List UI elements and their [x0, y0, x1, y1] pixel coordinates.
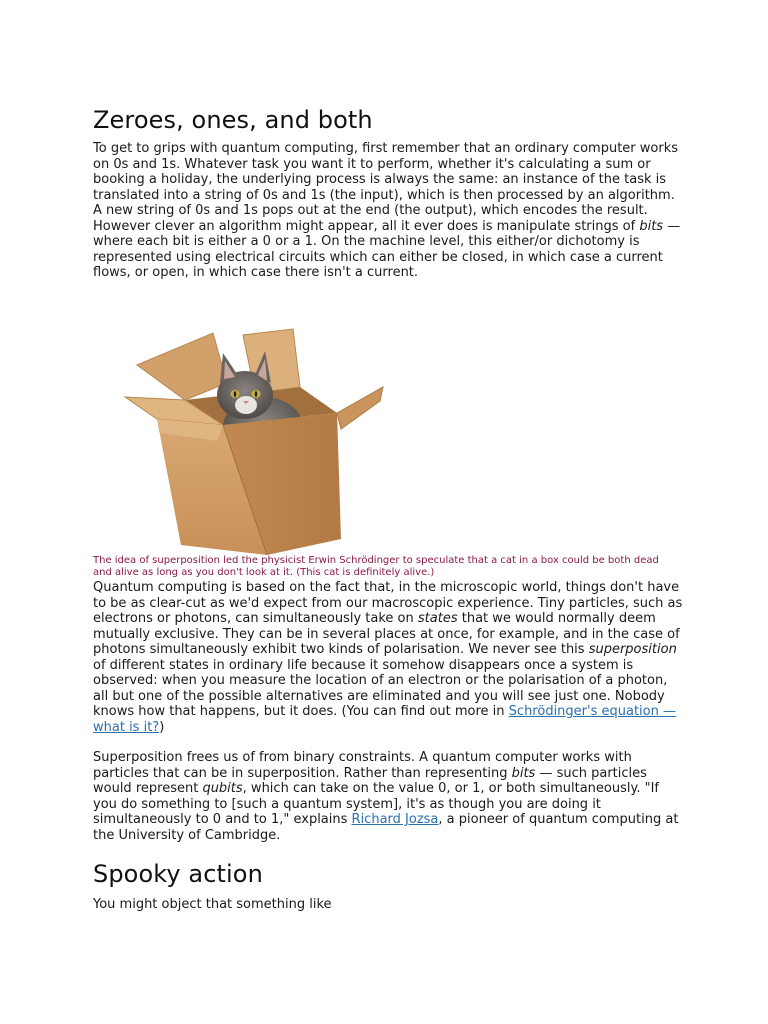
text-span: of different states in ordinary life because it somehow disappears once a system is observed: when you measure the location of an electron or the polarisation of a photon, all but one of the possible alternatives are eliminated and you will see just one. Nobody knows how that happens, but it does. (You can find out more in [93, 657, 668, 719]
schrodinger-equation-link[interactable]: Schrödinger's equation — what is it? [93, 704, 676, 735]
text-span: — where each bit is either a 0 or a 1. On the machine level, this either/or dichotomy is represented using electrical circuits which can either be closed, in which case a current flows, or open, in which case there isn't a current. [93, 218, 681, 280]
text-span: that we would normally deem mutually exclusive. They can be in several places at once, for example, and in the case of photons simultaneously exhibit two kinds of polarisation. We never see this [93, 611, 680, 657]
text-span: Superposition frees us of from binary constraints. A quantum computer works with particles that can be in superposition. Rather than representing [93, 750, 632, 781]
emphasis-qubits: qubits [202, 781, 243, 796]
paragraph-intro [93, 141, 683, 281]
emphasis-states: states [417, 611, 458, 626]
section-heading-zeroes: Zeroes, ones, and both [93, 106, 373, 134]
figure-caption: The idea of superposition led the physicist Erwin Schrödinger to speculate that a cat in a box could be both dead and alive as long as you don't look at it. (This cat is definitely alive.) [93, 555, 659, 578]
paragraph-superposition [93, 580, 683, 735]
section-heading-spooky-action: Spooky action [93, 860, 263, 888]
text-span: , which can take on the value 0, or 1, or both simultaneously. "If you do something to [such a quantum system], it's as though you are doing it simultaneously to 0 and to 1," explains [93, 781, 659, 827]
paragraph-qubits [93, 750, 683, 843]
cat-in-box-image [115, 325, 395, 557]
paragraph-spooky: You might object that something like [93, 897, 332, 912]
text-span: — such particles would represent [93, 765, 647, 796]
text-span: Quantum computing is based on the fact that, in the microscopic world, things don't have to be as clear-cut as we'd expect from our macroscopic experience. Tiny particles, such as electrons or photons, can simultaneously take on [93, 580, 683, 626]
emphasis-superposition: superposition [588, 642, 677, 657]
text-span: To get to grips with quantum computing, first remember that an ordinary computer works on 0s and 1s. Whatever task you want it to perform, whether it's calculating a sum or booking a holiday, the underlying process is always the same: an instance of the task is translated into a string of 0s and 1s (the input), which is then processed by an algorithm. A new string of 0s and 1s pops out at the end (the output), which encodes the result. However clever an algorithm might appear, all it ever does is manipulate strings of [93, 141, 678, 234]
text-span: , a pioneer of quantum computing at the University of Cambridge. [93, 812, 679, 843]
emphasis-bits: bits [511, 765, 536, 781]
emphasis-bits: bits [639, 218, 664, 234]
text-span: ) [159, 719, 165, 735]
richard-jozsa-link[interactable]: Richard Jozsa [351, 812, 439, 827]
